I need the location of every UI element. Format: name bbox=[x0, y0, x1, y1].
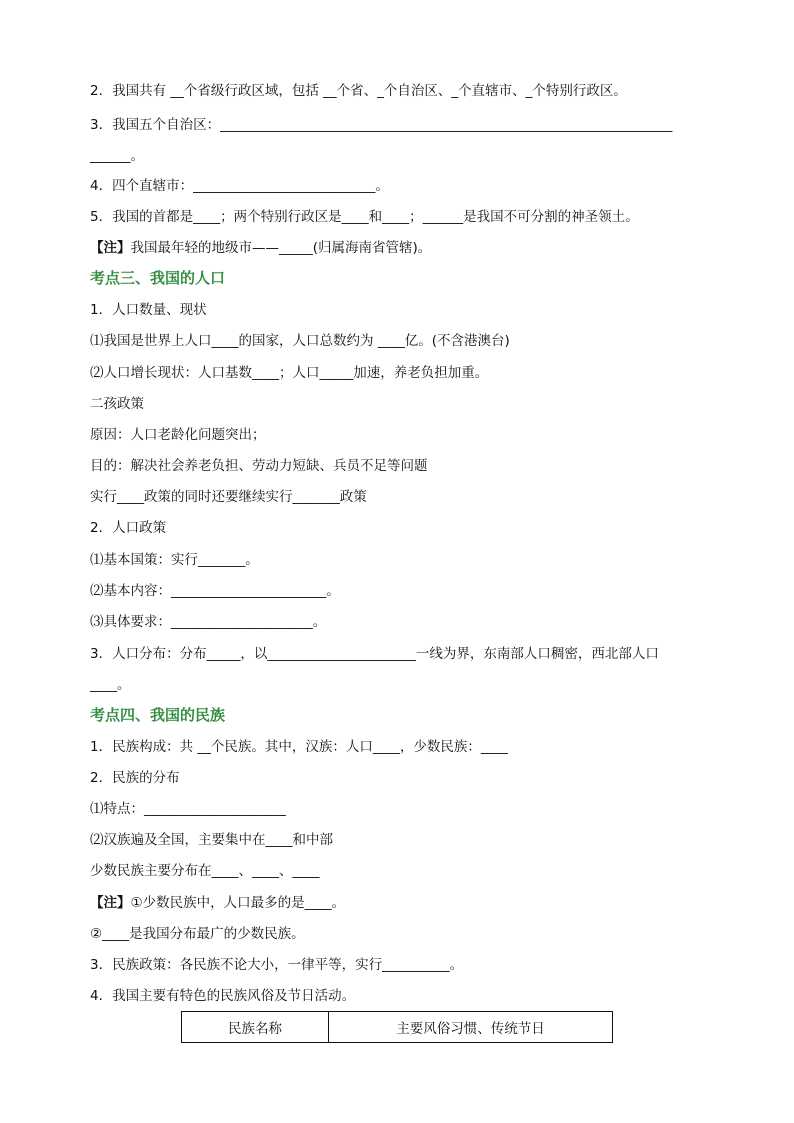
eth-item-3: 3．民族政策：各民族不论大小，一律平等，实行__________。 bbox=[90, 957, 464, 973]
eth-item-4: 4．我国主要有特色的民族风俗及节日活动。 bbox=[90, 988, 356, 1004]
q2-provinces: 2．我国共有 __个省级行政区域，包括 __个省、_个自治区、_个直辖市、_个特别行政区。 bbox=[90, 83, 627, 99]
two-child-reason: 原因：人口老龄化问题突出； bbox=[90, 427, 266, 443]
table-row bbox=[182, 1012, 613, 1043]
q5-capital: 5．我国的首都是____；两个特别行政区是____和____；______是我国不可分割的神圣领土。 bbox=[90, 209, 639, 225]
pop-item-2-3: ⑶具体要求：_____________________。 bbox=[90, 614, 327, 630]
pop-item-2-1: ⑴基本国策：实行_______。 bbox=[90, 552, 259, 568]
eth-note bbox=[90, 894, 345, 912]
pop-item-1-2: ⑵人口增长现状：人口基数____；人口_____加速，养老负担加重。 bbox=[90, 365, 489, 381]
section-heading-population: 考点三、我国的人口 bbox=[90, 269, 226, 287]
two-child-purpose: 目的：解决社会养老负担、劳动力短缺、兵员不足等问题 bbox=[90, 458, 428, 474]
pop-item-2-2: ⑵基本内容：_______________________。 bbox=[90, 583, 340, 599]
pop-item-1: 1．人口数量、现状 bbox=[90, 302, 207, 318]
eth-minority-distribution: 少数民族主要分布在____、____、____ bbox=[90, 863, 320, 879]
note-text: 我国最年轻的地级市——_____(归属海南省管辖)。 bbox=[130, 240, 432, 256]
pop-item-2: 2．人口政策 bbox=[90, 520, 167, 536]
pop-item-1-1: ⑴我国是世界上人口____的国家，人口总数约为 ____亿。(不含港澳台) bbox=[90, 333, 510, 349]
pop-item-3: 3．人口分布：分布_____，以______________________一线为界，东南部人口稠密，西北部人口 bbox=[90, 646, 659, 662]
table-header-customs: 主要风俗习惯、传统节日 bbox=[329, 1012, 613, 1043]
table-header-ethnic-name: 民族名称 bbox=[182, 1012, 329, 1043]
eth-item-2-1: ⑴特点：_____________________ bbox=[90, 801, 286, 817]
eth-note-2: ②____是我国分布最广的少数民族。 bbox=[90, 926, 305, 942]
q3-continuation: ______。 bbox=[90, 148, 144, 164]
pop-item-3-continuation: ____。 bbox=[90, 677, 131, 693]
section-heading-ethnic: 考点四、我国的民族 bbox=[90, 706, 226, 724]
note-tag: 【注】 bbox=[90, 895, 131, 911]
note-tag: 【注】 bbox=[90, 240, 131, 256]
eth-item-2-2: ⑵汉族遍及全国，主要集中在____和中部 bbox=[90, 832, 333, 848]
eth-item-1: 1．民族构成：共 __个民族。其中，汉族：人口____，少数民族：____ bbox=[90, 739, 508, 755]
q4-municipalities: 4．四个直辖市：___________________________。 bbox=[90, 178, 389, 194]
ethnic-customs-table bbox=[181, 1011, 613, 1043]
two-child-implementation: 实行____政策的同时还要继续实行_______政策 bbox=[90, 489, 367, 505]
q3-autonomous-regions: 3．我国五个自治区：___________________________________________________________________ bbox=[90, 117, 673, 133]
note-youngest-city bbox=[90, 239, 431, 257]
two-child-policy-title: 二孩政策 bbox=[90, 396, 144, 412]
eth-item-2: 2．民族的分布 bbox=[90, 770, 180, 786]
note-text: ①少数民族中，人口最多的是____。 bbox=[130, 895, 346, 911]
